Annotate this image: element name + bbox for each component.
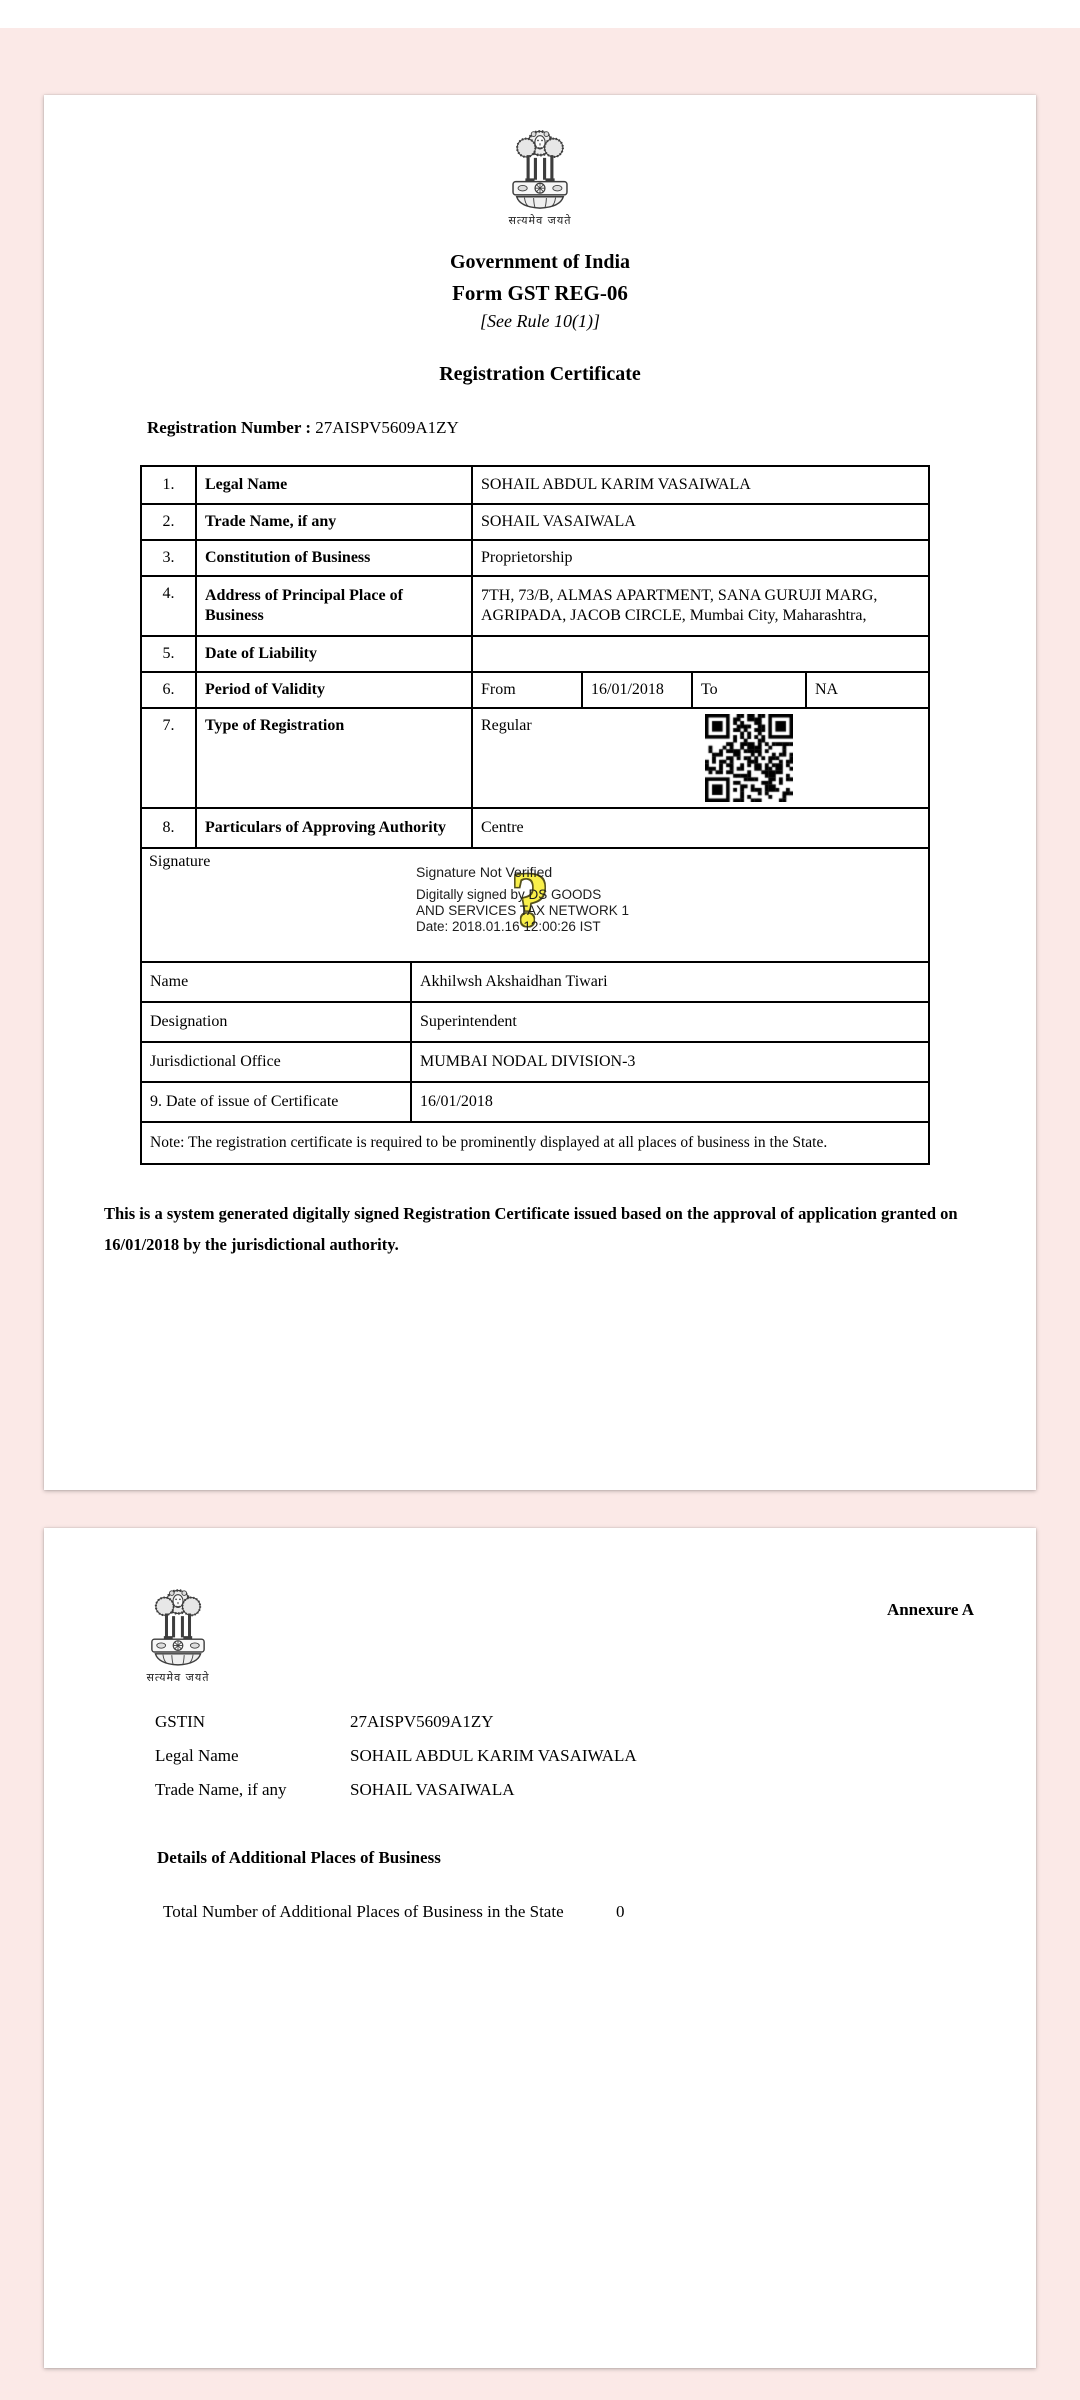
national-emblem [507,123,573,228]
row-value [473,637,928,671]
emblem-motto: सत्यमेव जयते [146,1671,210,1684]
info-row-gstin [155,1712,637,1746]
info-value: SOHAIL VASAIWALA [350,1780,515,1799]
signature-date: Date: 2018.01.16 12:00:26 IST [416,919,601,934]
certificate-title: Registration Certificate [439,363,641,385]
row-label: Trade Name, if any [197,505,473,539]
officer-row-jurisdictional-office [142,1041,928,1081]
validity-from-label: From [473,673,583,707]
registration-number-value: 27AISPV5609A1ZY [315,418,459,437]
additional-places-heading: Details of Additional Places of Business [157,1848,441,1867]
signature-question-icon: ? [511,858,549,942]
row-number: 2. [142,505,197,539]
row-value [473,709,928,807]
info-value: SOHAIL ABDUL KARIM VASAIWALA [350,1746,637,1765]
row-label: Period of Validity [197,673,473,707]
emblem-motto: सत्यमेव जयते [508,214,572,227]
officer-label: Name [142,963,412,1001]
info-label: Legal Name [155,1746,239,1765]
row-number: 6. [142,673,197,707]
table-row-date-of-liability [142,635,928,671]
form-title: Form GST REG-06 [452,281,628,305]
total-places-label: Total Number of Additional Places of Business in the State [163,1902,564,1921]
status-bar-strip [0,0,1080,28]
system-generated-note: This is a system generated digitally signed Registration Certificate issued based on the approval of application granted on 16/01/2018 by the jurisdictional authority. [104,1204,958,1254]
table-row-type-of-registration [142,707,928,807]
row-number: 8. [142,809,197,847]
signature-signer-line-1: Digitally signed by DS GOODS [416,887,602,902]
row-label: Constitution of Business [197,541,473,575]
officer-row-date-of-issue [142,1081,928,1121]
info-value: 27AISPV5609A1ZY [350,1712,494,1731]
registration-number [147,418,459,438]
officer-value: Superintendent [420,1013,517,1030]
row-value: Proprietorship [481,549,573,566]
row-number: 3. [142,541,197,575]
ashoka-emblem-icon [147,1582,209,1668]
registration-type-value: Regular [481,717,532,734]
table-row-approving-authority [142,807,928,847]
ashoka-emblem-icon [508,123,572,211]
info-row-legal-name [155,1746,637,1780]
row-value: SOHAIL VASAIWALA [481,513,636,530]
info-label: Trade Name, if any [155,1780,287,1799]
row-number: 5. [142,637,197,671]
validity-to-value: NA [815,681,839,698]
officer-value: MUMBAI NODAL DIVISION-3 [420,1053,636,1070]
validity-to-label: To [693,673,807,707]
table-row-period-of-validity [142,671,928,707]
row-label: Date of Liability [197,637,473,671]
row-value: Centre [481,819,524,836]
officer-value: Akhilwsh Akshaidhan Tiwari [420,973,608,990]
row-label: Particulars of Approving Authority [197,809,473,847]
signature-signer-line-2: AND SERVICES TAX NETWORK 1 [416,903,630,918]
signature-label: Signature [149,853,211,870]
certificate-table [140,465,930,1165]
table-row-constitution [142,539,928,575]
national-emblem [146,1582,210,1685]
government-of-india-heading: Government of India [450,251,630,273]
certificate-page-2 [44,1528,1036,2368]
certificate-page-1 [44,95,1036,1490]
digital-signature-block [416,858,630,942]
info-label: GSTIN [155,1712,206,1731]
table-row-legal-name [142,467,928,503]
row-label: Type of Registration [197,709,473,807]
note-row [142,1121,928,1163]
officer-value: 16/01/2018 [420,1093,493,1110]
officer-row-name [142,961,928,1001]
rule-reference: [See Rule 10(1)] [480,311,600,331]
note-text: Note: The registration certificate is required to be prominently displayed at all places of business in the State. [150,1134,828,1152]
row-number: 1. [142,467,197,503]
row-number: 7. [142,709,197,807]
qr-code [705,714,793,802]
officer-label: 9. Date of issue of Certificate [142,1083,412,1121]
validity-from-value: 16/01/2018 [583,673,693,707]
officer-label: Jurisdictional Office [142,1043,412,1081]
signature-row [142,847,928,961]
annexure-title: Annexure A [886,1600,974,1619]
row-value: SOHAIL ABDUL KARIM VASAIWALA [481,476,751,493]
row-label: Address of Principal Place of Business [197,577,473,635]
row-label: Legal Name [197,467,473,503]
officer-label: Designation [142,1003,412,1041]
info-row-trade-name [155,1780,637,1814]
total-places-value: 0 [616,1902,625,1921]
officer-row-designation [142,1001,928,1041]
row-number: 4. [142,577,197,635]
registration-number-label: Registration Number : [147,418,311,437]
table-row-trade-name [142,503,928,539]
row-value: 7TH, 73/B, ALMAS APARTMENT, SANA GURUJI MARG, AGRIPADA, JACOB CIRCLE, Mumbai City, Maharashtra, [481,587,878,624]
table-row-address [142,575,928,635]
annexure-info [155,1712,637,1814]
signature-status: Signature Not Verified [416,864,553,880]
